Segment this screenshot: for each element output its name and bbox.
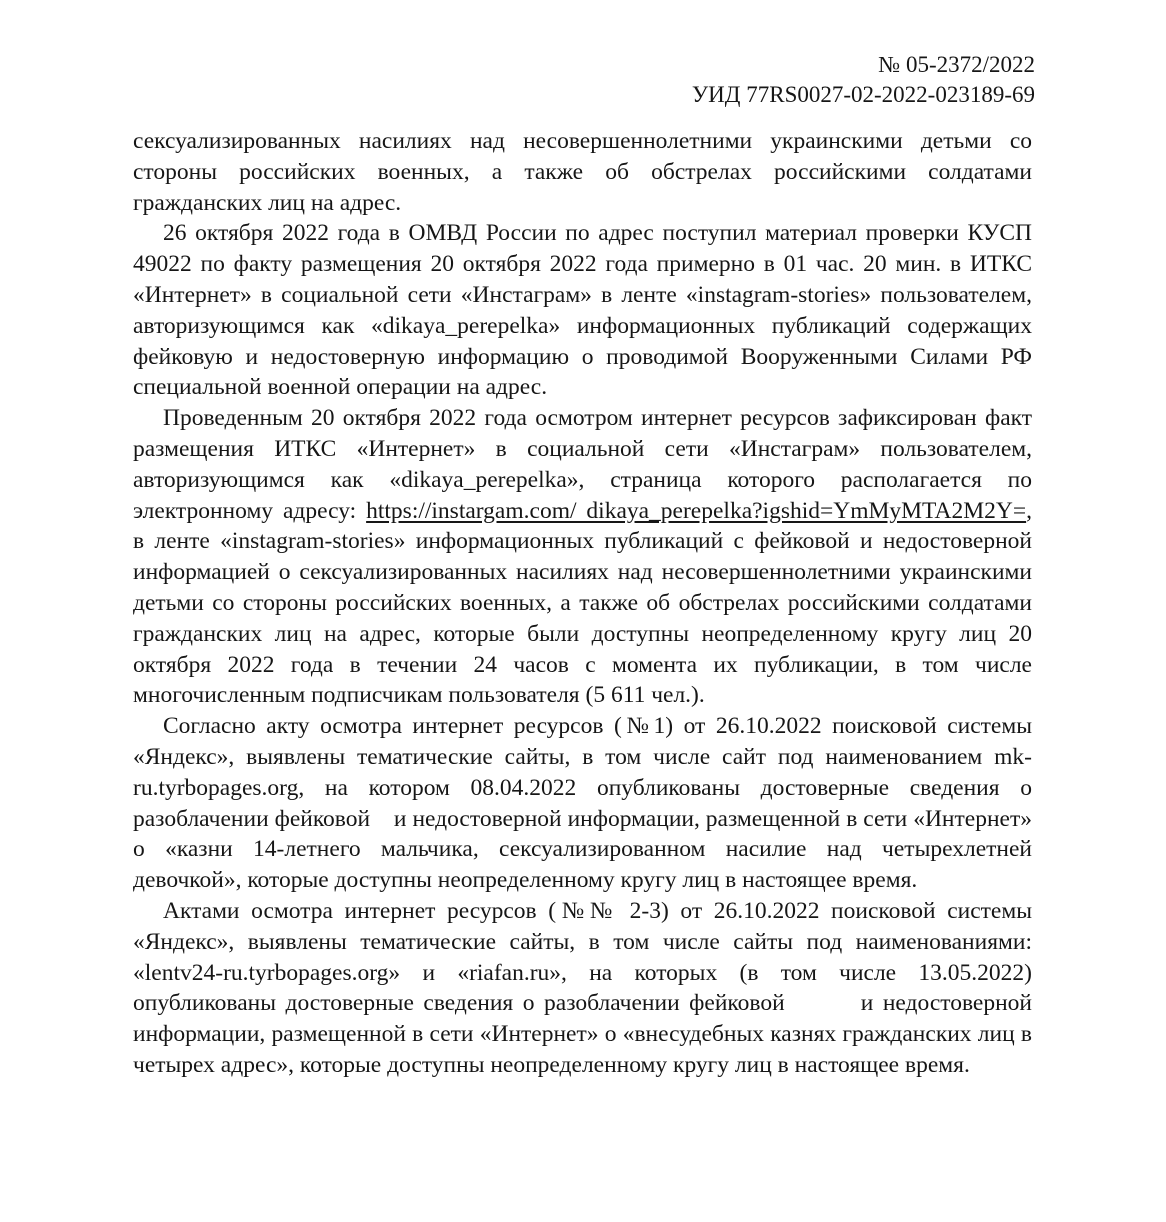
document-header [692, 50, 1035, 110]
case-number: № 05-2372/2022 [878, 52, 1035, 77]
paragraph-yandex-acts-2-3: Актами осмотра интернет ресурсов (№№ 2-3) от 26.10.2022 поисковой системы «Яндекс», выявлены тематические сайты, в том числе сайты под наименованиями: «lentv24-ru.tyrbopages.org» и «riafan.ru», на которых (в том числе 13.05.2022) опубликованы достоверные сведения о разоблачении фейковой и недостоверной информации, размещенной в сети «Интернет» о «внесудебных казнях гражданских лиц в четырех адрес», которые доступны неопределенному кругу лиц в настоящее время. [133, 897, 1032, 1078]
instagram-profile-url: https://instargam.com/ dikaya_perepelka?igshid=YmMyMTA2M2Y= [366, 497, 1027, 524]
paragraph-yandex-act-1: Согласно акту осмотра интернет ресурсов (№1) от 26.10.2022 поисковой системы «Яндекс», выявлены тематические сайты, в том числе сайт под наименованием mk-ru.tyrbopages.org, на котором 08.04.2022 опубликованы достоверные сведения о разоблачении фейковой и недостоверной информации, размещенной в сети «Интернет» о «казни 14-летнего мальчика, сексуализированном насилие над четырехлетней девочкой», которые доступны неопределенному кругу лиц в настоящее время. [133, 713, 1032, 894]
paragraph-continuation: сексуализированных насилиях над несовершеннолетними украинскими детьми со стороны российских военных, а также об обстрелах российскими солдатами гражданских лиц на адрес. [133, 128, 1032, 216]
document-body [133, 126, 1032, 1081]
paragraph-text-before-url: Проведенным 20 октября 2022 года осмотром интернет ресурсов зафиксирован факт размещения ИТКС «Интернет» в социальной сети «Инстаграм» пользователем, авторизующимся как «dikaya_perepelka», страница которого располагается по электронному адресу: [133, 405, 1032, 524]
paragraph-incident-report: 26 октября 2022 года в ОМВД России по адрес поступил материал проверки КУСП 49022 по факту размещения 20 октября 2022 года примерно в 01 час. 20 мин. в ИТКС «Интернет» в социальной сети «Инстаграм» в ленте «instagram-stories» пользователем, авторизующимся как «dikaya_perepelka» информационных публикаций содержащих фейковую и недостоверную информацию о проводимой Вооруженными Силами РФ специальной военной операции на адрес. [133, 220, 1032, 401]
paragraph-inspection [133, 403, 1032, 711]
uid-number: УИД 77RS0027-02-2022-023189-69 [691, 82, 1035, 107]
paragraph-text-after-url: , в ленте «instagram-stories» информационных публикаций с фейковой и недостоверной информацией о сексуализированных насилиях над несовершеннолетними украинскими детьми со стороны российских военных, а также об обстрелах российскими солдатами гражданских лиц на адрес, которые были доступны неопределенному кругу лиц 20 октября 2022 года в течении 24 часов с момента их публикации, в том числе многочисленным подписчикам пользователя (5 611 чел.). [133, 497, 1032, 709]
